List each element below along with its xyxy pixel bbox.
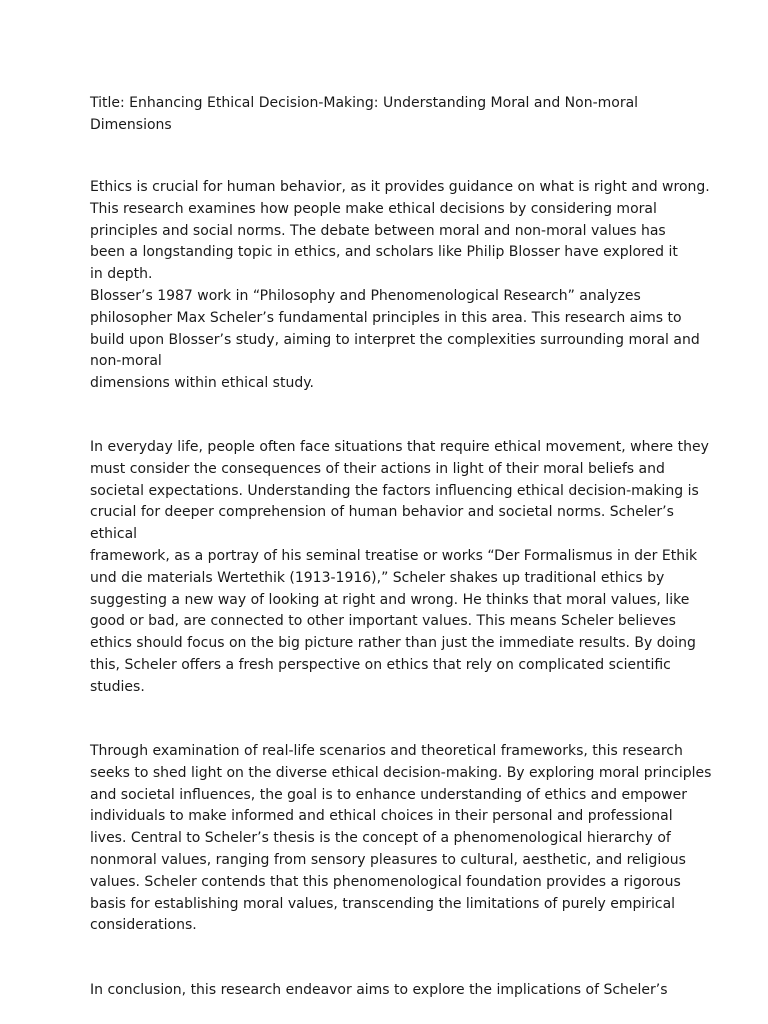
- text-line: dimensions within ethical study.: [90, 375, 314, 392]
- text-line: seeks to shed light on the diverse ethical decision-making. By exploring moral principles: [90, 764, 712, 781]
- text-line: non-moral: [90, 353, 162, 370]
- text-line: ethical: [90, 526, 138, 543]
- paragraph-conclusion: [90, 980, 690, 1002]
- text-line: Blosser’s 1987 work in “Philosophy and Phenomenological Research” analyzes: [90, 287, 641, 304]
- text-line: In everyday life, people often face situations that require ethical movement, where they: [90, 439, 709, 455]
- text-line: principles and social norms. The debate between moral and non-moral values has: [90, 222, 666, 239]
- text-line: In conclusion, this research endeavor aims to explore the implications of Scheler’s: [90, 982, 668, 998]
- text-line: Ethics is crucial for human behavior, as it provides guidance on what is right and wrong.: [90, 179, 710, 195]
- text-line: values. Scheler contends that this phenomenological foundation provides a rigorous: [90, 873, 681, 890]
- title-line: Title: Enhancing Ethical Decision-Making: Understanding Moral and Non-moral: [90, 95, 639, 111]
- document-title: [90, 92, 690, 136]
- text-line: individuals to make informed and ethical choices in their personal and professional: [90, 808, 673, 825]
- text-line: this, Scheler offers a fresh perspective on ethics that rely on complicated scientific: [90, 656, 671, 673]
- text-line: considerations.: [90, 917, 197, 934]
- text-line: studies.: [90, 678, 145, 695]
- text-line: suggesting a new way of looking at right and wrong. He thinks that moral values, like: [90, 591, 690, 608]
- text-line: been a longstanding topic in ethics, and scholars like Philip Blosser have explored it: [90, 244, 678, 261]
- text-line: nonmoral values, ranging from sensory pleasures to cultural, aesthetic, and religious: [90, 851, 686, 868]
- text-line: philosopher Max Scheler’s fundamental principles in this area. This research aims to: [90, 309, 682, 326]
- text-line: This research examines how people make ethical decisions by considering moral: [90, 200, 657, 217]
- text-line: good or bad, are connected to other important values. This means Scheler believes: [90, 613, 676, 630]
- text-line: in depth.: [90, 266, 153, 283]
- text-line: basis for establishing moral values, transcending the limitations of purely empirical: [90, 895, 676, 912]
- paragraph-everyday-life: [90, 437, 709, 699]
- paragraph-introduction: [90, 177, 710, 395]
- text-line: ethics should focus on the big picture rather than just the immediate results. By doing: [90, 635, 696, 652]
- text-line: und die materials Wertethik (1913-1916),” Scheler shakes up traditional ethics by: [90, 569, 665, 586]
- text-line: Through examination of real-life scenarios and theoretical frameworks, this research: [90, 743, 683, 759]
- text-line: must consider the consequences of their actions in light of their moral beliefs and: [90, 460, 665, 477]
- title-line: Dimensions: [90, 117, 172, 133]
- text-line: framework, as a portray of his seminal treatise or works “Der Formalismus in der Ethik: [90, 547, 698, 564]
- text-line: lives. Central to Scheler’s thesis is the concept of a phenomenological hierarchy of: [90, 830, 671, 847]
- text-line: crucial for deeper comprehension of human behavior and societal norms. Scheler’s: [90, 504, 674, 521]
- text-line: and societal influences, the goal is to enhance understanding of ethics and empower: [90, 786, 687, 803]
- paragraph-examination: [90, 741, 712, 937]
- text-line: societal expectations. Understanding the factors influencing ethical decision-making is: [90, 482, 699, 499]
- text-line: build upon Blosser’s study, aiming to interpret the complexities surrounding moral and: [90, 331, 700, 348]
